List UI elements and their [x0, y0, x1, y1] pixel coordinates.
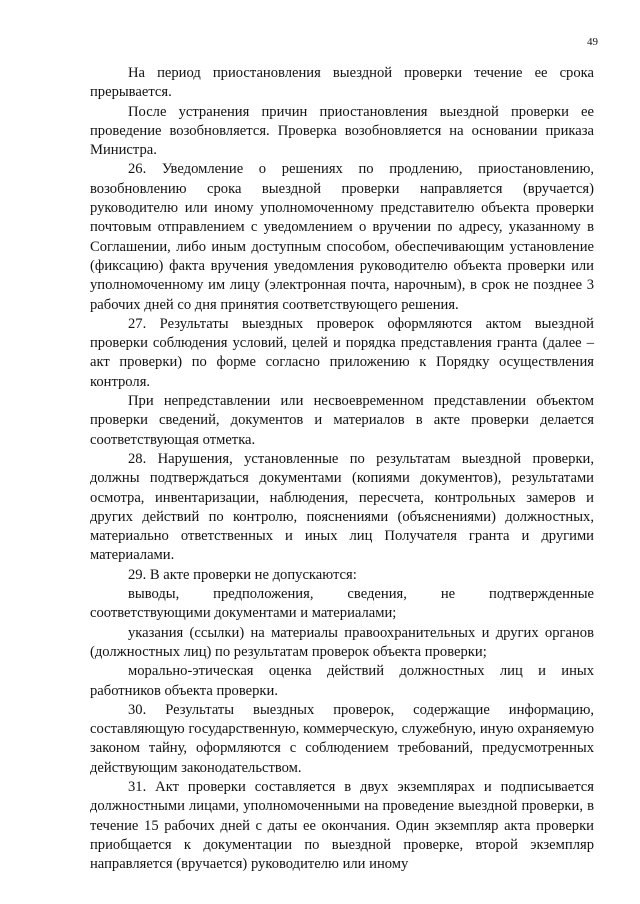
paragraph: 26. Уведомление о решениях по продлению, приостановлению, возобновлению срока выездной проверки направляется (вручается) руководителю или иному уполномоченному представителю объекта проверки почтовым отправлением с уведомлением о вручении по адресу, указанному в Соглашении, либо иным доступным способом, обеспечивающим установление (фиксацию) факта вручения уведомления руководителю объекта проверки или уполномоченному им лицу (электронная почта, нарочным), в срок не позднее 3 рабочих дней со дня принятия соответствующего решения.: [90, 161, 594, 313]
paragraph: 29. В акте проверки не допускаются:: [128, 566, 357, 583]
paragraph: 30. Результаты выездных проверок, содержащие информацию, составляющую государственную, коммерческую, служебную, иную охраняемую законом тайну, оформляются с соблюдением требований, предусмотренных действующим законодательством.: [90, 701, 594, 776]
paragraph: 31. Акт проверки составляется в двух экземплярах и подписывается должностными лицами, уполномоченными на проведение выездной проверки, в течение 15 рабочих дней с даты ее окончания. Один экземпляр акта проверки приобщается к документации по выездной проверке, второй экземпляр направляется (вручается) руководителю или иному: [90, 778, 594, 873]
paragraph: При непредставлении или несвоевременном представлении объектом проверки сведений, документов и материалов в акте проверки делается соответствующая отметка.: [90, 393, 594, 448]
paragraph: морально-этическая оценка действий должностных лиц и иных работников объекта проверки.: [90, 663, 594, 699]
page-number: 49: [587, 36, 598, 48]
paragraph: После устранения причин приостановления выездной проверки ее проведение возобновляется. Проверка возобновляется на основании приказа Министра.: [90, 103, 594, 159]
paragraph: 28. Нарушения, установленные по результатам выездной проверки, должны подтверждаться документами (копиями документов), результатами осмотра, инвентаризации, наблюдения, пересчета, контрольных замеров и других действий по контролю, пояснениями (объяснениями) должностных, материально ответственных и иных лиц Получателя гранта и другими материалами.: [90, 450, 594, 564]
paragraph: 27. Результаты выездных проверок оформляются актом выездной проверки соблюдения условий, целей и порядка представления гранта (далее – акт проверки) по форме согласно приложению к Порядку осуществления контроля.: [90, 315, 594, 390]
paragraph: указания (ссылки) на материалы правоохранительных и других органов (должностных лиц) по результатам проверок объекта проверки;: [90, 624, 594, 660]
document-body: [90, 64, 594, 874]
paragraph: На период приостановления выездной проверки течение ее срока прерывается.: [90, 65, 594, 101]
paragraph: выводы, предположения, сведения, не подтвержденные соответствующими документами и материалами;: [90, 586, 594, 622]
